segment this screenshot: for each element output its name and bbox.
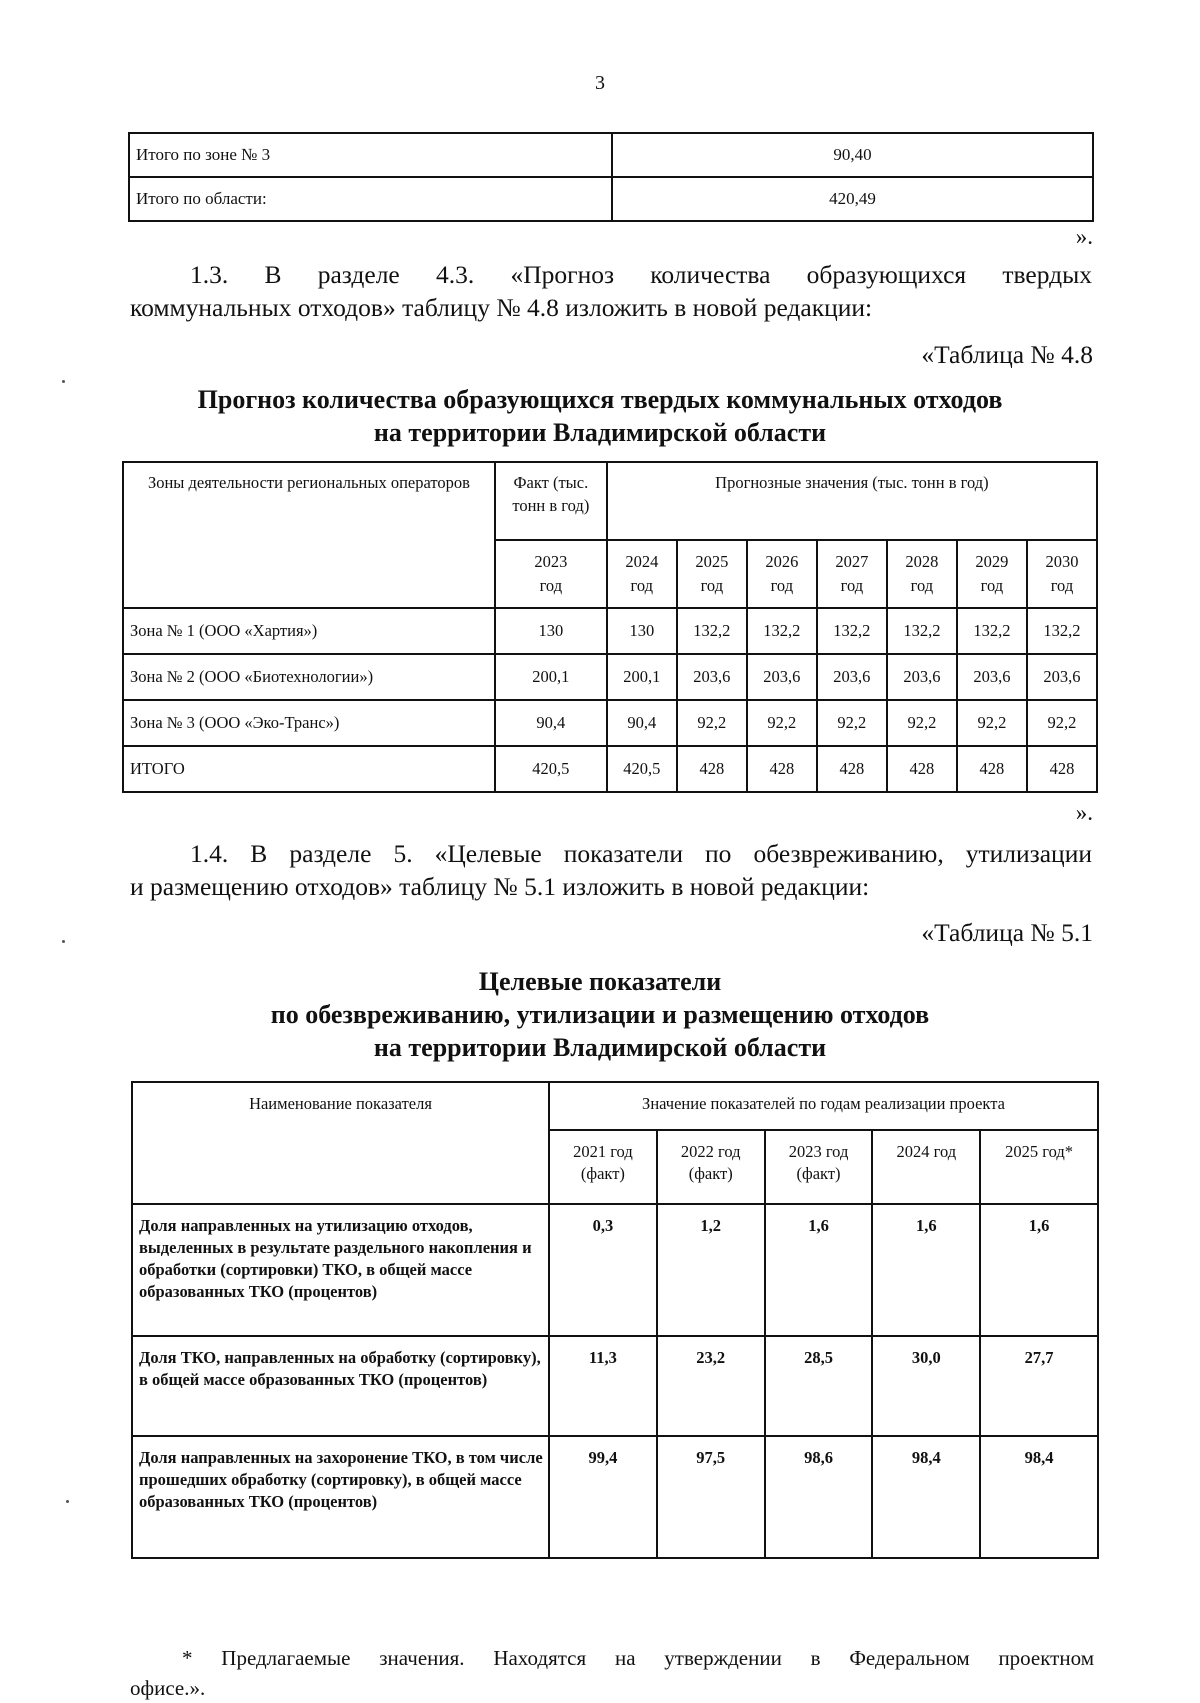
table-cell: 98,4 bbox=[872, 1436, 980, 1558]
table-cell: 203,6 bbox=[1027, 654, 1097, 700]
paragraph-line: 1.3. В разделе 4.3. «Прогноз количества образующихся твердых bbox=[190, 260, 1092, 289]
table-cell: 203,6 bbox=[677, 654, 747, 700]
totals-label: Итого по области: bbox=[129, 177, 612, 221]
table-cell: 98,4 bbox=[980, 1436, 1098, 1558]
forecast-table bbox=[122, 461, 1098, 793]
totals-value: 90,40 bbox=[612, 133, 1093, 177]
table-header-row bbox=[123, 462, 1097, 540]
table-cell: 132,2 bbox=[887, 608, 957, 654]
header-zone: Зоны деятельности региональных операторов bbox=[123, 462, 495, 608]
table-cell: 132,2 bbox=[817, 608, 887, 654]
closing-quote: ». bbox=[1075, 800, 1093, 825]
table-cell: 28,5 bbox=[765, 1336, 873, 1436]
table-cell: 203,6 bbox=[957, 654, 1027, 700]
scan-speck bbox=[62, 380, 65, 383]
title-line: на территории Владимирской области bbox=[373, 1033, 827, 1062]
table-cell: 99,4 bbox=[549, 1436, 657, 1558]
table-cell: 428 bbox=[817, 746, 887, 792]
table-row bbox=[129, 133, 1093, 177]
table-5-1-title bbox=[0, 965, 1200, 1064]
table-row bbox=[123, 608, 1097, 654]
footnote bbox=[130, 1643, 1094, 1703]
table-row bbox=[132, 1336, 1098, 1436]
table-cell: 23,2 bbox=[657, 1336, 765, 1436]
table-4-8-title bbox=[0, 383, 1200, 449]
table-cell: 132,2 bbox=[677, 608, 747, 654]
scan-speck bbox=[66, 1500, 69, 1503]
table-cell: 132,2 bbox=[957, 608, 1027, 654]
table-row bbox=[129, 177, 1093, 221]
indicator-name: Доля направленных на утилизацию отходов, выделенных в результате раздельного накопления и обработки (сортировки) ТКО, в общей массе образованных ТКО (процентов) bbox=[132, 1204, 549, 1336]
header-indicator-name: Наименование показателя bbox=[132, 1082, 549, 1204]
year-header: 2026 год bbox=[747, 540, 817, 608]
scan-speck bbox=[62, 940, 65, 943]
year-header: 2023 год (факт) bbox=[765, 1130, 873, 1204]
year-header: 2024 год bbox=[607, 540, 677, 608]
year-header: 2021 год (факт) bbox=[549, 1130, 657, 1204]
table-cell: 132,2 bbox=[747, 608, 817, 654]
table-cell: 132,2 bbox=[1027, 608, 1097, 654]
table-cell: 420,5 bbox=[495, 746, 607, 792]
table-cell: 200,1 bbox=[495, 654, 607, 700]
year-header: 2029 год bbox=[957, 540, 1027, 608]
section-1-4-paragraph bbox=[130, 837, 1092, 903]
table-cell: 92,2 bbox=[747, 700, 817, 746]
table-cell: 203,6 bbox=[747, 654, 817, 700]
header-forecast: Прогнозные значения (тыс. тонн в год) bbox=[607, 462, 1097, 540]
table-header-row bbox=[132, 1082, 1098, 1130]
table-cell: 90,4 bbox=[607, 700, 677, 746]
table-cell: 92,2 bbox=[677, 700, 747, 746]
title-line: по обезвреживанию, утилизации и размещению отходов bbox=[270, 1000, 930, 1029]
table-cell: 92,2 bbox=[1027, 700, 1097, 746]
footnote-line: * Предлагаемые значения. Находятся на утверждении в Федеральном проектном bbox=[182, 1646, 1094, 1670]
table-cell: 428 bbox=[677, 746, 747, 792]
table-cell: 200,1 bbox=[607, 654, 677, 700]
table-row bbox=[123, 700, 1097, 746]
table-cell: 27,7 bbox=[980, 1336, 1098, 1436]
table-cell: 1,6 bbox=[765, 1204, 873, 1336]
title-line: на территории Владимирской области bbox=[373, 418, 827, 447]
table-cell: 428 bbox=[887, 746, 957, 792]
year-header: 2027 год bbox=[817, 540, 887, 608]
title-line: Прогноз количества образующихся твердых коммунальных отходов bbox=[197, 385, 1003, 414]
paragraph-line: коммунальных отходов» таблицу № 4.8 изложить в новой редакции: bbox=[130, 293, 873, 322]
table-cell: 203,6 bbox=[887, 654, 957, 700]
table-cell: 30,0 bbox=[872, 1336, 980, 1436]
table-row bbox=[132, 1204, 1098, 1336]
zone-name: Зона № 2 (ООО «Биотехнологии») bbox=[123, 654, 495, 700]
table-5-1-reference: «Таблица № 5.1 bbox=[921, 918, 1093, 947]
closing-quote: ». bbox=[1075, 224, 1093, 249]
table-cell: 0,3 bbox=[549, 1204, 657, 1336]
header-values: Значение показателей по годам реализации проекта bbox=[549, 1082, 1098, 1130]
table-cell: 428 bbox=[957, 746, 1027, 792]
table-cell: 92,2 bbox=[817, 700, 887, 746]
table-cell: 428 bbox=[747, 746, 817, 792]
year-header: 2022 год (факт) bbox=[657, 1130, 765, 1204]
table-cell: 428 bbox=[1027, 746, 1097, 792]
table-cell: 98,6 bbox=[765, 1436, 873, 1558]
table-cell: 130 bbox=[607, 608, 677, 654]
paragraph-line: и размещению отходов» таблицу № 5.1 изложить в новой редакции: bbox=[130, 872, 870, 901]
indicator-name: Доля ТКО, направленных на обработку (сортировку), в общей массе образованных ТКО (процентов) bbox=[132, 1336, 549, 1436]
year-header: 2025 год* bbox=[980, 1130, 1098, 1204]
table-cell: 1,6 bbox=[980, 1204, 1098, 1336]
table-cell: 1,6 bbox=[872, 1204, 980, 1336]
table-cell: 420,5 bbox=[607, 746, 677, 792]
table-cell: 92,2 bbox=[887, 700, 957, 746]
section-1-3-paragraph bbox=[130, 258, 1092, 324]
year-header: 2028 год bbox=[887, 540, 957, 608]
year-header: 2025 год bbox=[677, 540, 747, 608]
table-4-8-reference: «Таблица № 4.8 bbox=[921, 340, 1093, 369]
table-cell: 97,5 bbox=[657, 1436, 765, 1558]
zone-name: Зона № 1 (ООО «Хартия») bbox=[123, 608, 495, 654]
table-cell: 130 bbox=[495, 608, 607, 654]
table-cell: 11,3 bbox=[549, 1336, 657, 1436]
totals-label: Итого по зоне № 3 bbox=[129, 133, 612, 177]
table-row bbox=[132, 1436, 1098, 1558]
table-row bbox=[123, 746, 1097, 792]
table-cell: 90,4 bbox=[495, 700, 607, 746]
indicator-name: Доля направленных на захоронение ТКО, в том числе прошедших обработку (сортировку), в общей массе образованных ТКО (процентов) bbox=[132, 1436, 549, 1558]
title-line: Целевые показатели bbox=[478, 967, 722, 996]
year-header: 2023 год bbox=[495, 540, 607, 608]
table-row bbox=[123, 654, 1097, 700]
paragraph-line: 1.4. В разделе 5. «Целевые показатели по обезвреживанию, утилизации bbox=[190, 839, 1092, 868]
zone-name: ИТОГО bbox=[123, 746, 495, 792]
totals-value: 420,49 bbox=[612, 177, 1093, 221]
header-fact: Факт (тыс. тонн в год) bbox=[495, 462, 607, 540]
footnote-line: офисе.». bbox=[130, 1676, 206, 1700]
totals-table bbox=[128, 132, 1094, 222]
zone-name: Зона № 3 (ООО «Эко-Транс») bbox=[123, 700, 495, 746]
year-header: 2030 год bbox=[1027, 540, 1097, 608]
page-number: 3 bbox=[595, 72, 605, 94]
table-cell: 203,6 bbox=[817, 654, 887, 700]
target-indicators-table bbox=[131, 1081, 1099, 1559]
year-header: 2024 год bbox=[872, 1130, 980, 1204]
table-cell: 92,2 bbox=[957, 700, 1027, 746]
table-cell: 1,2 bbox=[657, 1204, 765, 1336]
